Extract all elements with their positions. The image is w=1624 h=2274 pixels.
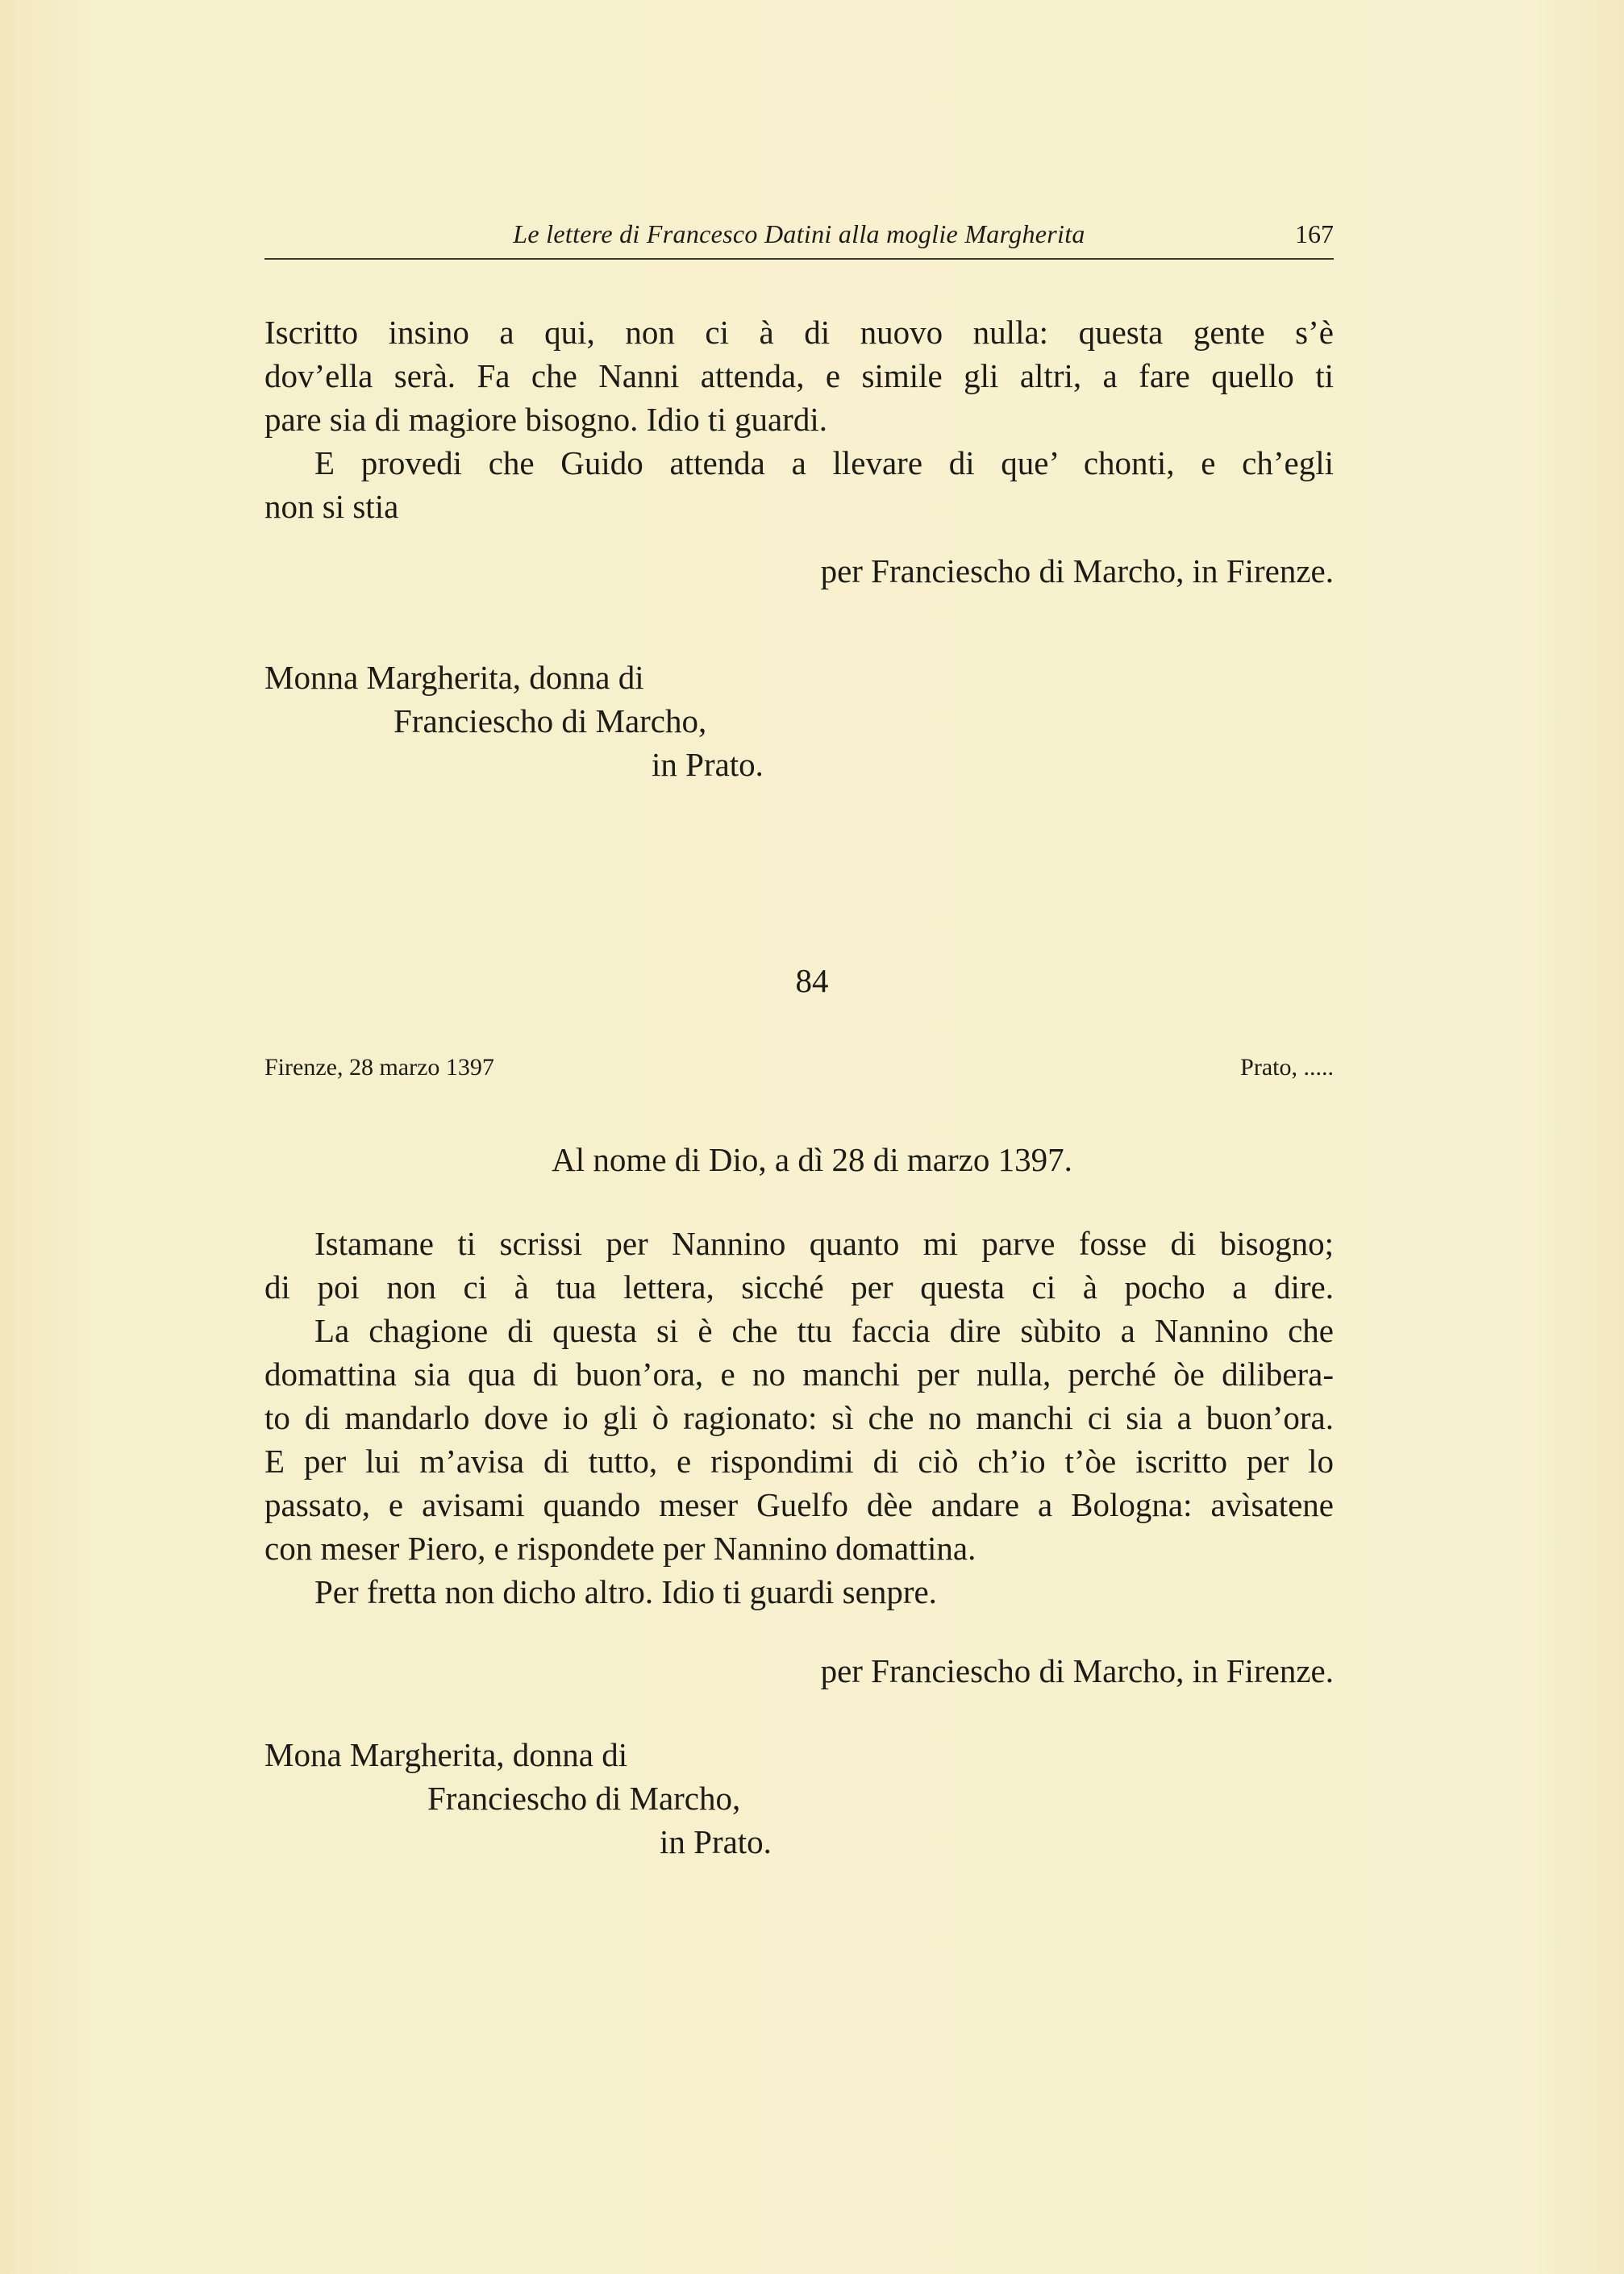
body-line: di poi non ci à tua lettera, sicché per questa ci à pocho a dire.	[264, 1268, 1334, 1306]
letter-number: 84	[795, 962, 829, 999]
body-line: Iscritto insino a qui, non ci à di nuovo nulla: questa gente s’è	[264, 314, 1334, 351]
body-line: La chagione di questa si è che ttu faccia dire sùbito a Nannino che	[314, 1312, 1334, 1349]
body-line: con meser Piero, e rispondete per Nannino domattina.	[264, 1530, 976, 1567]
page-header	[264, 214, 1334, 260]
body-line: E provedi che Guido attenda a llevare di que’ chonti, e ch’egli	[314, 444, 1334, 481]
place-date: Firenze, 28 marzo 1397	[264, 1054, 494, 1081]
signature: per Franciescho di Marcho, in Firenze.	[820, 1652, 1334, 1689]
signature: per Franciescho di Marcho, in Firenze.	[820, 552, 1334, 589]
address-line: Franciescho di Marcho,	[427, 1780, 741, 1817]
address-line: Monna Margherita, donna di	[264, 659, 644, 696]
body-line: pare sia di magiore bisogno. Idio ti guardi.	[264, 401, 827, 438]
address-line: in Prato.	[660, 1823, 772, 1860]
body-line: passato, e avisami quando meser Guelfo dèe andare a Bologna: avìsatene	[264, 1486, 1334, 1523]
body-line: E per lui m’avisa di tutto, e rispondimi di ciò ch’io t’òe iscritto per lo	[264, 1443, 1334, 1480]
invocation: Al nome di Dio, a dì 28 di marzo 1397.	[552, 1141, 1072, 1178]
address-line: in Prato.	[652, 746, 764, 783]
page-number: 167	[1295, 219, 1334, 248]
body-line: non si stia	[264, 488, 399, 525]
body-line: dov’ella serà. Fa che Nanni attenda, e simile gli altri, a fare quello ti	[264, 357, 1334, 394]
address-line: Mona Margherita, donna di	[264, 1736, 628, 1773]
body-line: domattina sia qua di buon’ora, e no manchi per nulla, perché òe dilibera-	[264, 1356, 1334, 1393]
destination: Prato, .....	[1240, 1054, 1334, 1081]
body-line: Per fretta non dicho altro. Idio ti guardi senpre.	[314, 1573, 937, 1610]
address-line: Franciescho di Marcho,	[394, 702, 707, 739]
running-title: Le lettere di Francesco Datini alla moglie Margherita	[513, 219, 1085, 248]
body-line: to di mandarlo dove io gli ò ragionato: sì che no manchi ci sia a buon’ora.	[264, 1399, 1334, 1436]
body-line: Istamane ti scrissi per Nannino quanto mi parve fosse di bisogno;	[314, 1225, 1334, 1262]
